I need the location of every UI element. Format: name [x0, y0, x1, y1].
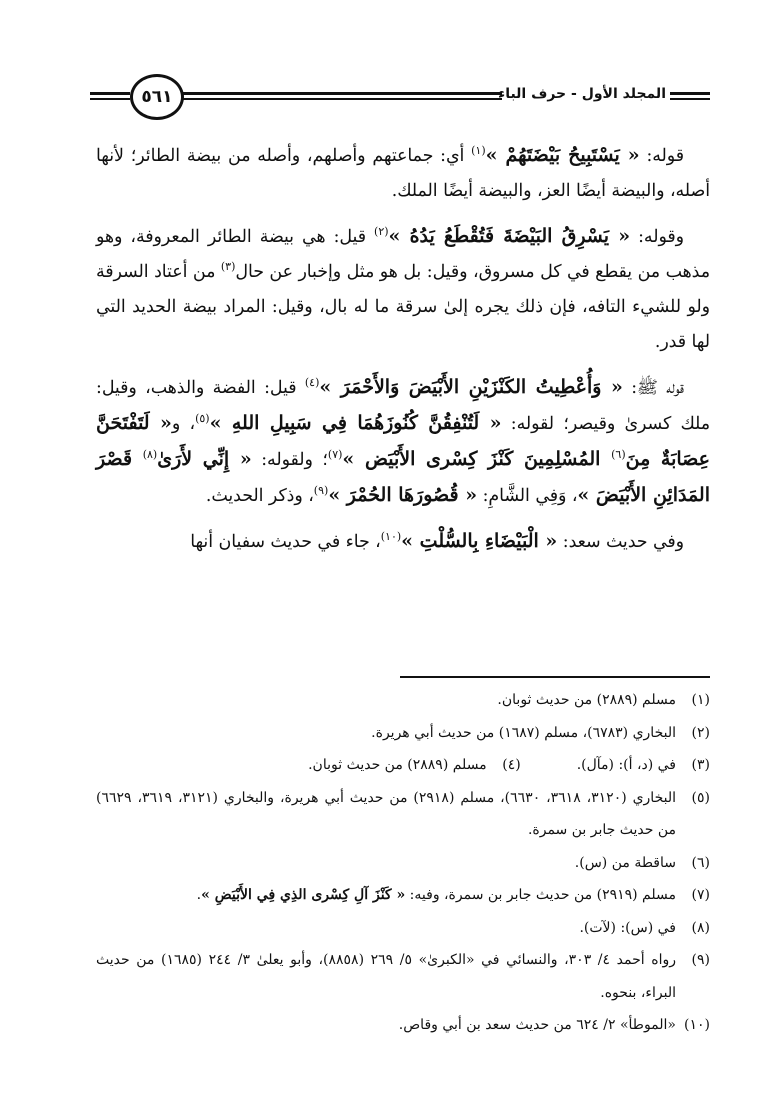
- p2-text-a: قيل: هي بيضة الطائر المعروفة، وهو مذهب من يقطع في كل مسروق، وقيل: بل هو مثل وإخبار عن حال: [96, 227, 710, 282]
- paragraph-3: [96, 370, 710, 514]
- p3-text-1: قيل: الفضة والذهب، وقيل: ملك كسرىٰ وقيصر؛ لقوله:: [96, 378, 710, 434]
- page-header: [90, 72, 710, 124]
- footnote-text: مسلم (٢٩١٩) من حديث جابر بن سمرة، وفيه:: [405, 887, 676, 903]
- footnote-number: (١٠): [684, 1017, 710, 1033]
- footnote-4: [308, 749, 521, 782]
- p3-quote-4b: قَصْرَ المَدَائِنِ الأَبْيَضَ »: [96, 448, 710, 506]
- footnote-5: [96, 782, 710, 847]
- p2-text-b: من أعتاد السرقة ولو للشيء التافه، فإن ذلك يجره إلىٰ سرقة ما له بال، وقيل: المراد بيضة الحديد التي لها قدر.: [96, 262, 710, 352]
- footnote-number: (١): [691, 692, 710, 708]
- header-rule-right: [670, 92, 710, 102]
- footnote-ref[interactable]: (٦): [611, 448, 626, 462]
- footnote-number: (٩): [691, 952, 710, 968]
- footnote-text: ساقطة من (س).: [574, 854, 676, 871]
- p3-prefix: قوله ﷺ:: [622, 378, 684, 398]
- header-rule-middle: [182, 92, 502, 102]
- footnote-text: مسلم (٢٨٨٩) من حديث ثوبان.: [497, 692, 676, 708]
- footnote-quote: « كَنْزَ آلِ كِسْرى الذِي فِي الأَبْيَضِ »: [201, 887, 406, 903]
- p3-text-5: ، وذكر الحديث.: [205, 486, 314, 506]
- p4-text: ، جاء في حديث سفيان أنها: [190, 532, 381, 552]
- p2-prefix: وقوله:: [630, 227, 684, 247]
- p3-quote-3b: المُسْلِمِينَ كَنْزَ كِسْرى الأَبْيَض »: [342, 448, 612, 470]
- footnote-1: [96, 684, 710, 717]
- footnote-ref[interactable]: (٩): [313, 484, 329, 498]
- p3-quote-2: « لَتُنْفِقُنَّ كُنُوزَهُمَا فِي سَبِيلِ اللهِ »: [209, 412, 502, 434]
- p3-quote-1: « وَأُعْطِيتُ الكَنْزَيْنِ الأَبْيَضَ وَالأَحْمَرَ »: [319, 376, 623, 398]
- footnote-2: [96, 717, 710, 750]
- footnote-6: [96, 847, 710, 880]
- footnote-text: البخاري (٦٧٨٣)، مسلم (١٦٨٧) من حديث أبي هريرة.: [371, 724, 676, 741]
- p2-quote: « يَسْرِقُ البَيْضَةَ فَتُقْطَعُ يَدُهُ »: [388, 225, 631, 247]
- footnote-text: في (س): (لآت).: [579, 919, 676, 936]
- footnote-number: (٣): [691, 757, 710, 773]
- footnote-ref[interactable]: (٣): [220, 260, 236, 274]
- p1-prefix: قوله:: [639, 146, 684, 166]
- footnotes: [96, 684, 710, 1042]
- footnote-row-3-4: [96, 749, 710, 782]
- p3-text-4: ، وَفِي الشَّامِ:: [477, 486, 578, 506]
- footnote-ref[interactable]: (٨): [142, 448, 158, 462]
- footnote-number: (٢): [691, 724, 710, 741]
- footnote-ref[interactable]: (٧): [327, 448, 343, 462]
- footnote-text: «الموطأ» ٢/ ٦٢٤ من حديث سعد بن أبي وقاص.: [398, 1017, 676, 1033]
- footnote-8: [96, 912, 710, 945]
- footnote-text: مسلم (٢٨٨٩) من حديث ثوبان.: [308, 757, 487, 773]
- footnote-ref[interactable]: (١): [471, 144, 486, 158]
- p4-quote: « الْبَيْضَاءِ بِالسُّلْتِ »: [401, 530, 558, 552]
- footnote-text: رواه أحمد ٤/ ٣٠٣، والنسائي في «الكبرىٰ» ٥/ ٢٦٩ (٨٨٥٨)، وأبو يعلىٰ ٣/ ٢٤٤ (١٦٨٥) من حديث البراء، بنحوه.: [96, 952, 676, 1001]
- paragraph-2: [96, 219, 710, 360]
- footnote-text: البخاري (٣١٢٠، ٣٦١٨، ٦٦٣٠)، مسلم (٢٩١٨) من حديث أبي هريرة، والبخاري (٣١٢١، ٣٦١٩، ٦٦٢٩) من حديث جابر بن سمرة.: [96, 789, 676, 838]
- main-text: [96, 138, 710, 570]
- footnote-number: (٧): [691, 887, 710, 903]
- footnote-3: [576, 749, 710, 782]
- p3-quote-5: « قُصُورَهَا الحُمْرَ »: [328, 484, 478, 506]
- paragraph-1: [96, 138, 710, 209]
- footnote-ref[interactable]: (٥): [195, 412, 210, 426]
- p4-prefix: وفي حديث سعد:: [557, 532, 684, 552]
- running-title: المجلد الأول - حرف الباء: [498, 86, 666, 102]
- p3-quote-3a: « لَتَفْتَحَنَّ عِصَابَةٌ مِنَ: [96, 412, 710, 470]
- header-rule-left: [90, 92, 130, 102]
- footnote-9: [96, 944, 710, 1009]
- footnote-number: (٦): [691, 854, 710, 871]
- p1-quote: « يَسْتَبِيحُ بَيْضَتَهُمْ »: [485, 144, 640, 166]
- page-number: ٥٦١: [130, 74, 184, 120]
- footnote-separator: [400, 676, 710, 678]
- footnote-number: (٥): [691, 789, 710, 806]
- footnote-ref[interactable]: (٢): [374, 225, 389, 239]
- footnote-number: (٤): [502, 757, 521, 773]
- footnote-text: في (د، أ): (مآل).: [576, 757, 676, 773]
- footnote-ref[interactable]: (١٠): [380, 530, 402, 544]
- footnote-number: (٨): [691, 919, 710, 936]
- paragraph-4: [96, 524, 710, 560]
- footnote-10: [96, 1009, 710, 1042]
- footnote-7: [96, 879, 710, 912]
- footnote-ref[interactable]: (٤): [304, 376, 320, 390]
- footnote-end: .: [196, 887, 202, 903]
- p1-text: أي: جماعتهم وأصلهم، وأصله من بيضة الطائر؛ لأنها أصله، والبيضة أيضًا العز، والبيضة أيضًا الملك.: [96, 146, 710, 201]
- p3-quote-4a: « إِنِّي لأَرَىٰ: [157, 448, 252, 470]
- p3-text-3: ؛ ولقوله:: [251, 450, 328, 470]
- p3-text-2: ، و: [171, 414, 196, 434]
